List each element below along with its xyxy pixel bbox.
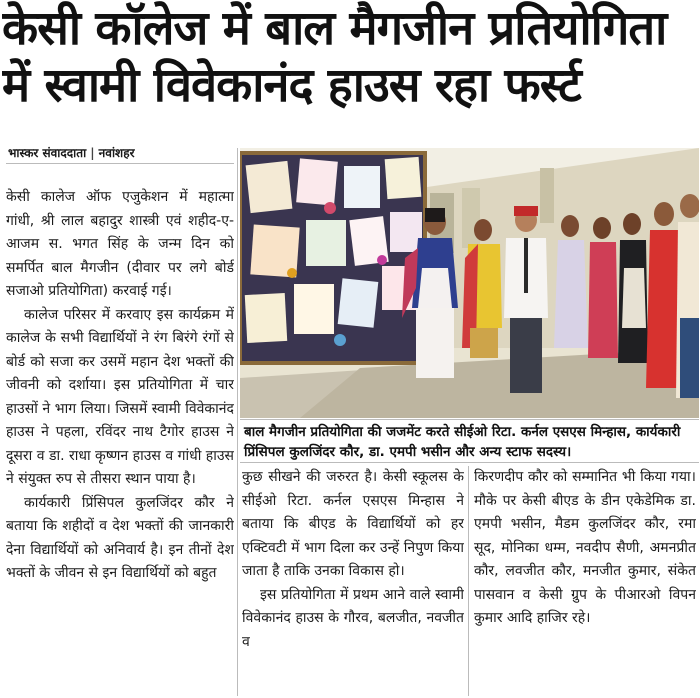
article-column-3 [474, 466, 696, 696]
photo-bottom-rule [240, 419, 699, 420]
article-column-2 [242, 466, 464, 696]
column-divider [237, 148, 238, 696]
headline-line-2: में स्वामी विवेकानंद हाउस रहा फर्स्ट [2, 58, 581, 113]
caption-bottom-rule [240, 462, 699, 463]
article-paragraph: इस प्रतियोगिता में प्रथम आने वाले स्वामी विवेकानंद हाउस के गौरव, बलजीत, नवजीत व [242, 586, 464, 650]
article-paragraph: किरणदीप कौर को सम्मानित भी किया गया। मौके पर केसी बीएड के डीन एकेडेमिक डा. एमपी भसीन, मैडम कुलजिंदर कौर, रमा सूद, मोनिका धम्म, नवदीप सैणी, अमनप्रीत कौर, लवजीत कौर, मनजीत कुमार, संकेत पासवान व केसी ग्रुप के पीआरओ विपन कुमार आदि हाजिर रहे। [474, 469, 696, 626]
byline-place: नवांशहर [98, 146, 135, 160]
byline-separator: | [90, 146, 95, 160]
photo-caption: बाल मैगजीन प्रतियोगिता की जजमेंट करते सीईओ रिटा. कर्नल एसएस मिन्हास, कार्यकारी प्रिंसिपल कुलजिंदर कौर, डा. एमपी भसीन और अन्य स्टाफ सदस्य। [244, 424, 681, 460]
article-column-1 [6, 186, 234, 696]
byline-rule [6, 163, 234, 164]
byline [8, 144, 135, 161]
headline-line-1: केसी कॉलेज में बाल मैगजीन प्रतियोगिता [2, 1, 667, 56]
article-paragraph: केसी कालेज ऑफ एजुकेशन में महात्मा गांधी, श्री लाल बहादुर शास्त्री एवं शहीद-ए-आजम स. भगत सिंह के जन्म दिन को समर्पित बाल मैगजीन (दीवार पर लगे बोर्ड सजाओ प्रतियोगिता) करवाई गई। [6, 189, 234, 299]
article-paragraph: कार्यकारी प्रिंसिपल कुलजिंदर कौर ने बताया कि शहीदों व देश भक्तों की जानकारी देना विद्यार्थियों को अनिवार्य है। इन तीनों देश भक्तों के जीवन से इन विद्यार्थियों को बहुत [6, 494, 234, 581]
article-paragraph: कुछ सीखने की जरुरत है। केसी स्कूलस के सीईओ रिटा. कर्नल एसएस मिन्हास ने बताया कि बीएड के विद्यार्थियों को हर एक्टिवटी में भाग दिला कर उन्हें निपुण किया जाता है ताकि उनका विकास हो। [242, 469, 464, 579]
byline-reporter: भास्कर संवाददाता [8, 146, 87, 160]
column-divider [468, 466, 469, 696]
headline [2, 0, 698, 114]
event-photo [240, 148, 699, 418]
event-photo-illustration [240, 148, 699, 418]
article-paragraph: कालेज परिसर में करवाए इस कार्यक्रम में कालेज के सभी विद्यार्थियों ने रंग बिरंगे रंगों से बोर्ड को सजा कर उसमें महान देश भक्तों की जीवनी को दर्शाया। इस प्रतियोगिता में चार हाउसों ने भाग लिया। जिसमें स्वामी विवेकानंद हाउस ने पहला, रविंदर नाथ टैगोर हाउस ने दूसरा व डा. राधा कृष्णन हाउस व गांधी हाउस ने संयुक्त रुप से तीसरा स्थान पाया है। [6, 306, 234, 487]
